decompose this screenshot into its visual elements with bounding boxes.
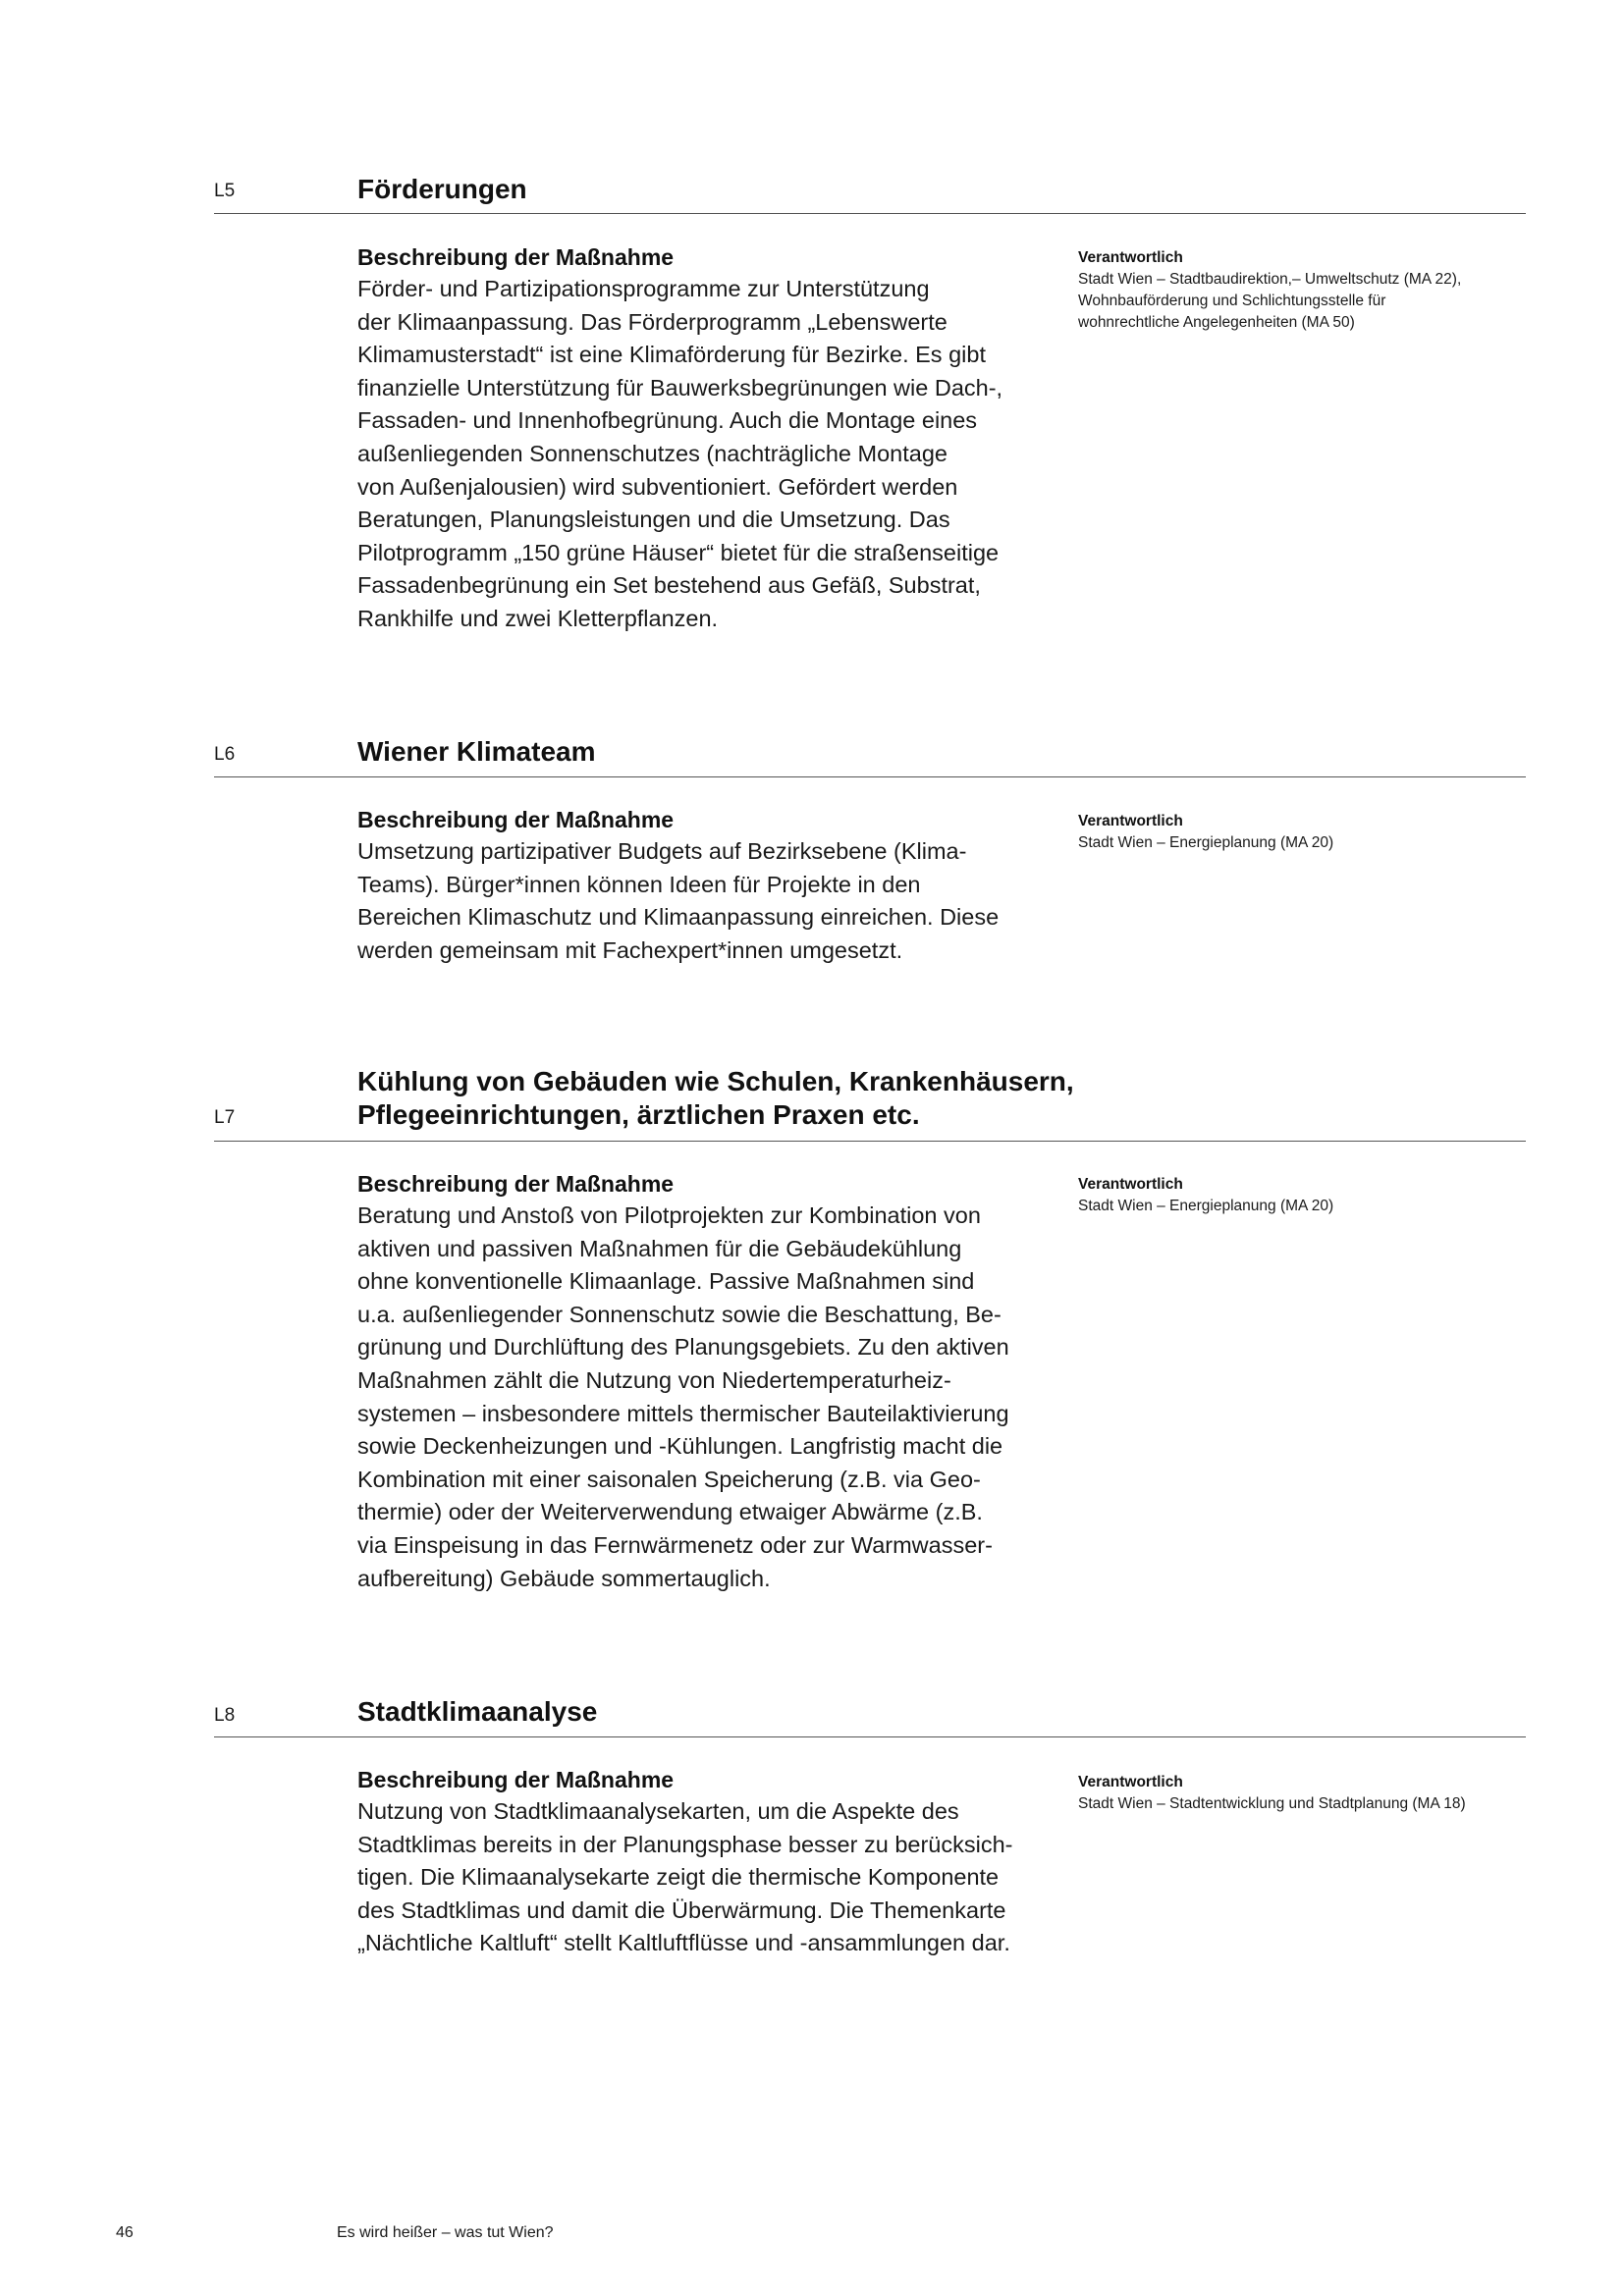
responsible-heading: Verantwortlich [1078, 1774, 1183, 1790]
description-heading: Beschreibung der Maßnahme [357, 1767, 675, 1792]
responsible-text: Stadt Wien – Stadtbaudirektion,– Umweltschutz (MA 22), Wohnbauförderung und Schlichtungsstelle für wohnrechtliche Angelegenheiten (MA 50) [1078, 271, 1462, 331]
responsible-block [1078, 247, 1530, 334]
footer-title: Es wird heißer – was tut Wien? [337, 2224, 554, 2241]
responsible-block [1078, 811, 1530, 854]
responsible-heading: Verantwortlich [1078, 249, 1183, 266]
page-number: 46 [116, 2224, 134, 2241]
description-block [357, 804, 1064, 967]
responsible-block [1078, 1772, 1530, 1815]
responsible-block [1078, 1174, 1530, 1217]
responsible-text: Stadt Wien – Stadtentwicklung und Stadtplanung (MA 18) [1078, 1795, 1466, 1812]
section-divider [214, 1736, 1526, 1737]
section-id: L6 [214, 744, 236, 765]
description-text: Nutzung von Stadtklimaanalysekarten, um die Aspekte des Stadtklimas bereits in der Planungsphase besser zu berücksich- tigen. Die Klimaanalysekarte zeigt die thermische Komponente des Stadtklimas und damit die Überwärmung. Die Themenkarte „Nächtliche Kaltluft“ stellt Kaltluftflüsse und -ansammlungen dar. [357, 1798, 1013, 1956]
description-heading: Beschreibung der Maßnahme [357, 1171, 675, 1197]
section-title: Wiener Klimateam [357, 736, 596, 767]
section-divider [214, 776, 1526, 777]
description-text: Förder- und Partizipationsprogramme zur Unterstützung der Klimaanpassung. Das Förderprogramm „Lebenswerte Klimamusterstadt“ ist eine Klimaförderung für Bezirke. Es gibt finanzielle Unterstützung für Bauwerksbegrünungen wie Dach-, Fassaden- und Innenhofbegrünung. Auch die Montage eines außenliegenden Sonnenschutzes (nachträgliche Montage von Außenjalousien) wird subventioniert. Gefördert werden Beratungen, Planungsleistungen und die Umsetzung. Das Pilotprogramm „150 grüne Häuser“ bietet für die straßenseitige Fassadenbegrünung ein Set bestehend aus Gefäß, Substrat, Rankhilfe und zwei Kletterpflanzen. [357, 276, 1003, 631]
description-text: Umsetzung partizipativer Budgets auf Bezirksebene (Klima- Teams). Bürger*innen können Ideen für Projekte in den Bereichen Klimaschutz und Klimaanpassung einreichen. Diese werden gemeinsam mit Fachexpert*innen umgesetzt. [357, 838, 1000, 963]
description-text: Beratung und Anstoß von Pilotprojekten zur Kombination von aktiven und passiven Maßnahmen für die Gebäudekühlung ohne konventionelle Klimaanlage. Passive Maßnahmen sind u.a. außenliegender Sonnenschutz sowie die Beschattung, Be- grünung und Durchlüftung des Planungsgebiets. Zu den aktiven Maßnahmen zählt die Nutzung von Niedertemperaturheiz- systemen – insbesondere mittels thermischer Bauteilaktivierung sowie Deckenheizungen und -Kühlungen. Langfristig macht die Kombination mit einer saisonalen Speicherung (z.B. via Geo- thermie) oder der Weiterverwendung etwaiger Abwärme (z.B. via Einspeisung in das Fernwärmenetz oder zur Warmwasser- aufbereitung) Gebäude sommertauglich. [357, 1202, 1009, 1591]
section-title: Stadtklimaanalyse [357, 1696, 598, 1727]
description-block [357, 1168, 1064, 1595]
section-title: Förderungen [357, 174, 527, 204]
section-title: Kühlung von Gebäuden wie Schulen, Krankenhäusern, Pflegeeinrichtungen, ärztlichen Praxen etc. [357, 1066, 1074, 1130]
responsible-text: Stadt Wien – Energieplanung (MA 20) [1078, 1198, 1334, 1214]
responsible-heading: Verantwortlich [1078, 813, 1183, 829]
description-block [357, 241, 1064, 636]
section-divider [214, 1141, 1526, 1142]
description-heading: Beschreibung der Maßnahme [357, 244, 675, 270]
description-heading: Beschreibung der Maßnahme [357, 807, 675, 832]
section-id: L7 [214, 1107, 236, 1128]
responsible-text: Stadt Wien – Energieplanung (MA 20) [1078, 834, 1334, 851]
description-block [357, 1764, 1064, 1960]
section-divider [214, 213, 1526, 214]
section-id: L8 [214, 1705, 236, 1726]
section-id: L5 [214, 181, 236, 201]
responsible-heading: Verantwortlich [1078, 1176, 1183, 1193]
